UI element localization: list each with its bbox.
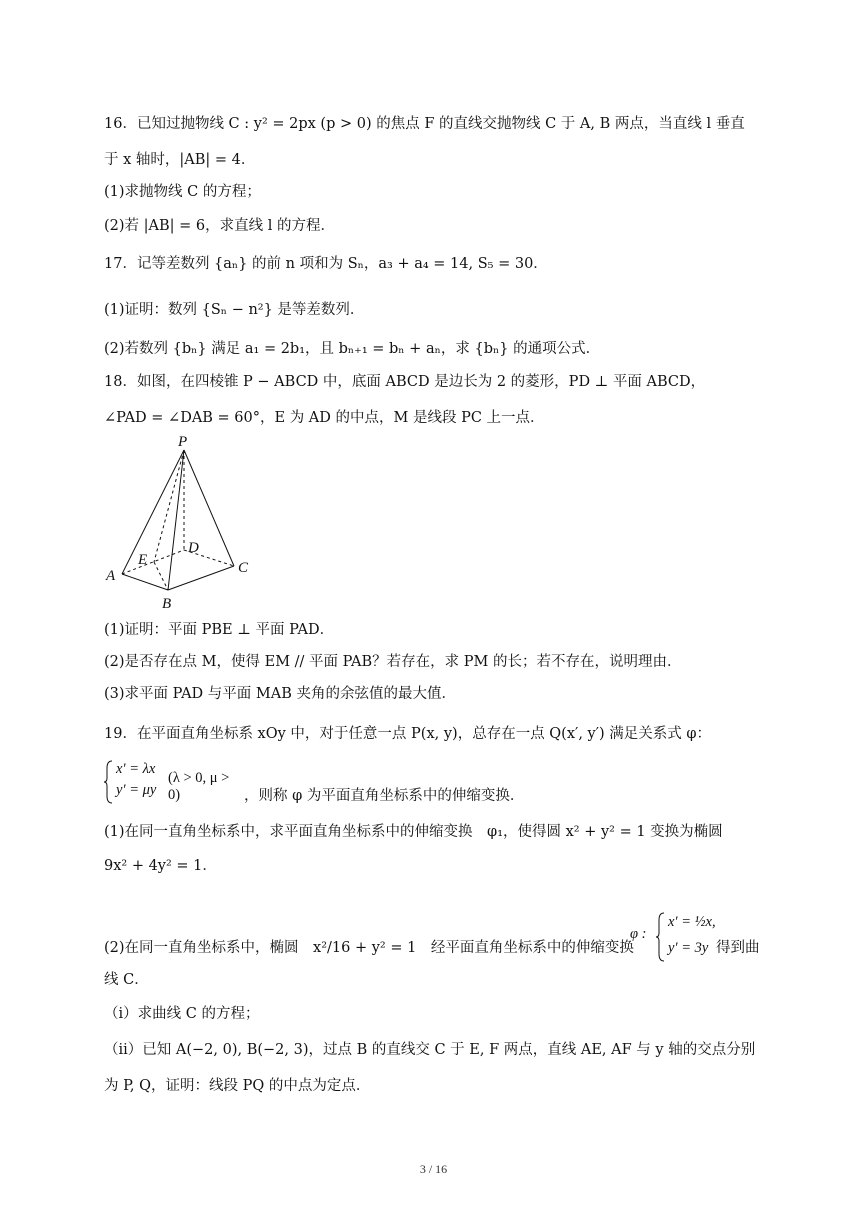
edge-AD bbox=[122, 550, 184, 574]
q18-part2: (2)是否存在点 M，使得 EM // 平面 PAB？若存在，求 PM 的长；若不存在，说明理由． bbox=[104, 654, 682, 670]
q16-part1: (1)求抛物线 C 的方程； bbox=[104, 184, 261, 200]
q16-line2: 于 x 轴时，|AB| = 4． bbox=[104, 152, 256, 168]
label-P: P bbox=[178, 434, 188, 450]
q19-part2-end: 得到曲 bbox=[716, 940, 760, 956]
q16-line1: 16．已知过抛物线 C : y² = 2px (p > 0) 的焦点 F 的直线交抛物线 C 于 A, B 两点，当直线 l 垂直 bbox=[104, 116, 745, 132]
q19-part1b: 9x² + 4y² = 1． bbox=[104, 858, 217, 874]
q19-line1: 19．在平面直角坐标系 xOy 中，对于任意一点 P(x, y)，总存在一点 Q(x′, y′) 满足关系式 φ： bbox=[104, 726, 712, 742]
q19-part1a: (1)在同一直角坐标系中，求平面直角坐标系中的伸缩变换 φ₁，使得圆 x² + y² = 1 变换为椭圆 bbox=[104, 824, 723, 840]
q18-part1: (1)证明：平面 PBE ⊥ 平面 PAD． bbox=[104, 622, 335, 638]
q19-sub2a: （ii）已知 A(−2, 0), B(−2, 3)，过点 B 的直线交 C 于 E, F 两点，直线 AE, AF 与 y 轴的交点分别 bbox=[104, 1042, 756, 1058]
edge-AB bbox=[122, 574, 168, 590]
left-brace-icon-2 bbox=[656, 912, 666, 962]
q19-system bbox=[104, 760, 244, 804]
q19-sys-cond: (λ > 0, μ > 0) bbox=[168, 770, 230, 803]
q19-part2-sys-y: y′ = 3y bbox=[668, 940, 709, 956]
label-A: A bbox=[106, 568, 116, 584]
q19-part2a: (2)在同一直角坐标系中，椭圆 x²/16 + y² = 1 经平面直角坐标系中的伸缩变换 bbox=[104, 940, 634, 956]
q17-part1: (1)证明：数列 {Sₙ − n²} 是等差数列． bbox=[104, 302, 365, 318]
q18-line2: ∠PAD = ∠DAB = 60°，E 为 AD 的中点，M 是线段 PC 上一点． bbox=[104, 410, 545, 426]
label-B: B bbox=[162, 596, 172, 612]
phi-symbol: φ : bbox=[630, 926, 647, 942]
q17-part2: (2)若数列 {bₙ} 满足 a₁ = 2b₁，且 bₙ₊₁ = bₙ + aₙ，求 {bₙ} 的通项公式． bbox=[104, 341, 601, 357]
edge-BC bbox=[168, 566, 234, 590]
label-C: C bbox=[238, 560, 249, 576]
q19-part2b: 线 C． bbox=[104, 972, 149, 988]
q18-line1: 18．如图，在四棱锥 P − ABCD 中，底面 ABCD 是边长为 2 的菱形，PD ⊥ 平面 ABCD， bbox=[104, 374, 706, 390]
label-E: E bbox=[138, 552, 148, 568]
edge-PE bbox=[154, 450, 184, 562]
q19-part2-sys-x: x′ = ½x, bbox=[668, 914, 716, 930]
edge-PA bbox=[122, 450, 184, 574]
q18-part3: (3)求平面 PAD 与平面 MAB 夹角的余弦值的最大值． bbox=[104, 686, 456, 702]
q19-sub1: （i）求曲线 C 的方程； bbox=[104, 1006, 260, 1022]
q16-part2: (2)若 |AB| = 6，求直线 l 的方程． bbox=[104, 218, 335, 234]
edge-PB bbox=[168, 450, 184, 590]
label-D: D bbox=[188, 540, 199, 556]
q19-sys-x: x′ = λx bbox=[116, 761, 156, 777]
q19-sub2b: 为 P, Q，证明：线段 PQ 的中点为定点． bbox=[104, 1078, 371, 1094]
pyramid-figure bbox=[100, 432, 270, 612]
q19-line2: ，则称 φ 为平面直角坐标系中的伸缩变换． bbox=[244, 788, 525, 804]
left-brace-icon bbox=[104, 760, 114, 804]
page-number: 3 / 16 bbox=[419, 1162, 448, 1176]
q17-line1: 17．记等差数列 {aₙ} 的前 n 项和为 Sₙ，a₃ + a₄ = 14, S₅ = 30． bbox=[104, 256, 548, 272]
q19-sys-y: y′ = μy bbox=[116, 782, 157, 798]
